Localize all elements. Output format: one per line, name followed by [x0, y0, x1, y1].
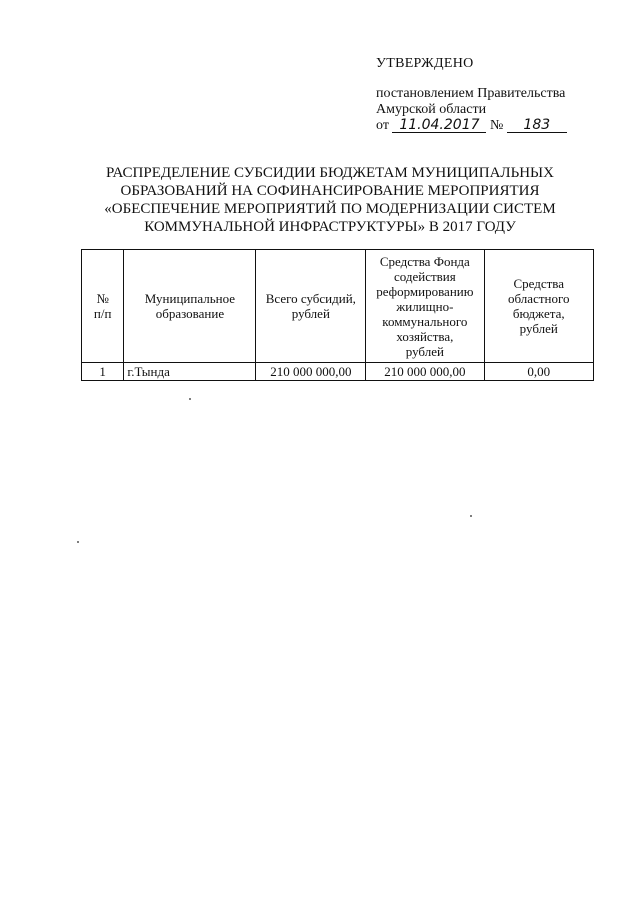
number-prefix: № — [489, 118, 504, 133]
title-line-4: КОММУНАЛЬНОЙ ИНФРАСТРУКТУРЫ» В 2017 ГОДУ — [144, 219, 516, 235]
header-fund: Средства Фонда содействия реформированию жилищно- коммунального хозяйства, рублей — [366, 250, 484, 363]
title-line-3: «ОБЕСПЕЧЕНИЕ МЕРОПРИЯТИЙ ПО МОДЕРНИЗАЦИИ СИСТЕМ — [104, 201, 556, 217]
approval-line-2: Амурской области — [376, 102, 487, 117]
title-line-2: ОБРАЗОВАНИЙ НА СОФИНАНСИРОВАНИЕ МЕРОПРИЯТИЯ — [120, 183, 540, 199]
document-title — [60, 164, 600, 236]
scan-speck — [77, 541, 79, 543]
header-total: Всего субсидий, рублей — [256, 250, 366, 363]
scan-speck — [189, 398, 191, 400]
subsidy-table — [81, 249, 594, 381]
approval-line-1: постановлением Правительства — [376, 86, 566, 101]
scan-speck — [470, 515, 472, 517]
date-prefix: от — [376, 118, 389, 133]
cell-fund: 210 000 000,00 — [366, 363, 484, 381]
cell-municipality: г.Тында — [124, 363, 256, 381]
cell-num: 1 — [82, 363, 124, 381]
header-municipality: Муниципальное образование — [124, 250, 256, 363]
table-row — [82, 363, 594, 381]
title-line-1: РАСПРЕДЕЛЕНИЕ СУБСИДИИ БЮДЖЕТАМ МУНИЦИПАЛЬНЫХ — [106, 165, 554, 181]
header-num: № п/п — [82, 250, 124, 363]
cell-regional: 0,00 — [484, 363, 594, 381]
header-regional: Средства областного бюджета, рублей — [484, 250, 594, 363]
table-header-row — [82, 250, 594, 363]
approval-date-line — [376, 118, 616, 134]
approved-heading: УТВЕРЖДЕНО — [376, 56, 474, 71]
approval-block — [376, 56, 616, 134]
handwritten-date: 11.04.2017 — [392, 118, 486, 133]
handwritten-number: 183 — [507, 118, 567, 133]
cell-total: 210 000 000,00 — [256, 363, 366, 381]
